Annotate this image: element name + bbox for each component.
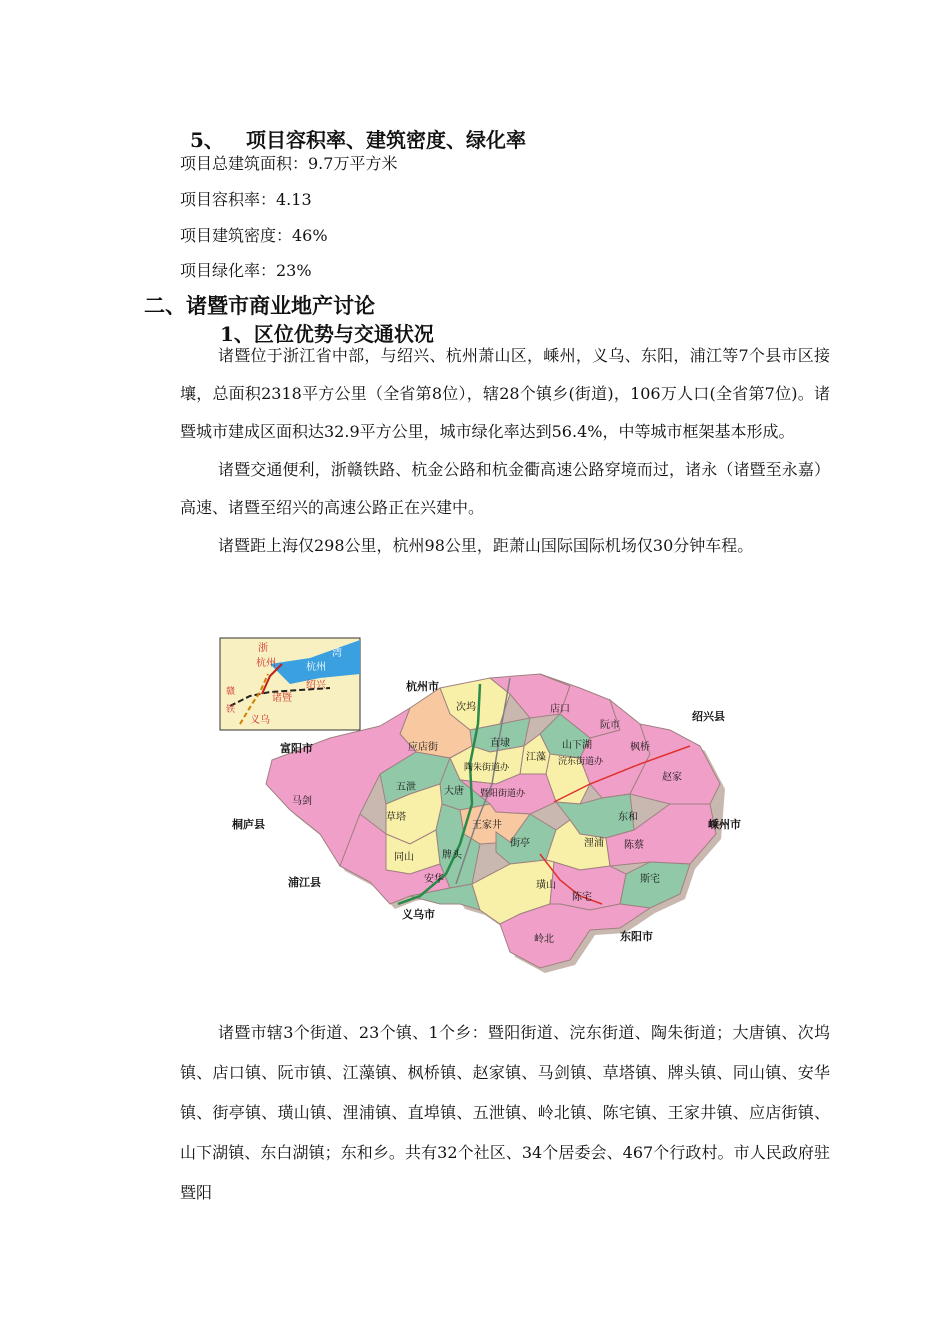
neighbor-label: 嵊州市 [708,818,741,831]
inset-map [220,638,360,730]
town-label: 店口 [550,704,570,715]
section-heading-5 [190,124,526,153]
town-label: 璜山 [536,880,556,891]
paragraph-location: 诸暨位于浙江省中部，与绍兴、杭州萧山区，嵊州，义乌、东阳，浦江等7个县市区接壤，总面积2318平方公里（全省第8位），辖28个镇乡(街道)，106万人口(全省第7位)。诸暨城市建成区面积达32.9平方公里，城市绿化率达到56.4%，中等城市框架基本形成。 [180,346,830,441]
town-label: 应店街 [408,742,438,753]
chapter-heading: 二、诸暨市商业地产讨论 [144,293,375,318]
metric-green-ratio: 项目绿化率：23% [180,261,312,280]
metric-plot-ratio: 项目容积率：4.13 [180,190,312,209]
town-label: 浣东街道办 [558,757,604,767]
inset-label: 义乌 [250,715,270,726]
body-text-after-map [180,1013,830,1213]
inset-label: 赣 [226,687,236,697]
paragraph-distance: 诸暨距上海仅298公里，杭州98公里，距萧山国际国际机场仅30分钟车程。 [218,536,754,555]
inset-label: 杭州 [306,662,326,673]
town-label: 王家井 [472,820,502,831]
town-label: 江藻 [526,752,546,763]
inset-label: 杭州 [256,658,276,669]
inset-label: 绍兴 [306,680,326,691]
neighbor-label: 东阳市 [620,930,653,943]
town-label: 赵家 [662,772,682,783]
town-label: 枫桥 [630,742,650,753]
inset-label: 浙 [258,643,268,654]
neighbor-label: 富阳市 [280,742,313,755]
inset-label: 铁 [226,705,236,715]
town-label: 陶朱街道办 [464,763,510,773]
town-label: 大唐 [444,786,464,797]
town-label: 草塔 [386,812,406,823]
town-label: 次坞 [456,702,476,713]
neighbor-label: 桐庐县 [232,818,265,831]
town-label: 马剑 [292,796,312,807]
town-label: 东和 [618,812,638,823]
town-label: 直埭 [490,738,510,749]
subsection-heading: 1、区位优势与交通状况 [220,322,434,346]
town-label: 陈宅 [572,892,592,903]
town-label: 岭北 [534,934,554,945]
neighbor-label: 杭州市 [406,680,439,693]
town-label: 街亭 [510,838,530,849]
metric-building-density: 项目建筑密度：46% [180,226,328,245]
neighbor-label: 浦江县 [288,876,321,889]
paragraph-transport: 诸暨交通便利，浙赣铁路、杭金公路和杭金衢高速公路穿境而过，诸永（诸暨至永嘉）高速、诸暨至绍兴的高速公路正在兴建中。 [180,460,830,517]
body-text [180,337,830,565]
section-title: 项目容积率、建筑密度、绿化率 [246,128,526,152]
neighbor-label: 义乌市 [402,908,435,921]
inset-label: 诸暨 [272,693,292,704]
zhuji-map [210,634,770,974]
town-label: 山下湖 [562,740,592,751]
metric-total-area: 项目总建筑面积：9.7万平方米 [180,154,398,173]
inset-label: 湾 [332,648,342,659]
town-label: 同山 [394,852,414,863]
paragraph-admin-divisions: 诸暨市辖3个街道、23个镇、1个乡：暨阳街道、浣东街道、陶朱街道；大唐镇、次坞镇、店口镇、阮市镇、江藻镇、枫桥镇、赵家镇、马剑镇、草塔镇、牌头镇、同山镇、安华镇、街亭镇、璜山镇、浬浦镇、直埠镇、五泄镇、岭北镇、陈宅镇、王家井镇、应店街镇、山下湖镇、东白湖镇；东和乡。共有32个社区、34个居委会、467个行政村。市人民政府驻暨阳 [180,1023,830,1202]
town-label: 陈蔡 [624,840,644,851]
town-label: 阮市 [600,720,620,731]
town-label: 牌头 [442,850,462,861]
town-label: 浬浦 [584,838,604,849]
town-label: 安华 [424,874,444,885]
town-label: 斯宅 [640,874,660,885]
neighbor-label: 绍兴县 [692,710,725,723]
town-label: 暨阳街道办 [480,789,526,799]
town-label: 五泄 [396,782,416,793]
section-number: 5、 [190,128,224,152]
